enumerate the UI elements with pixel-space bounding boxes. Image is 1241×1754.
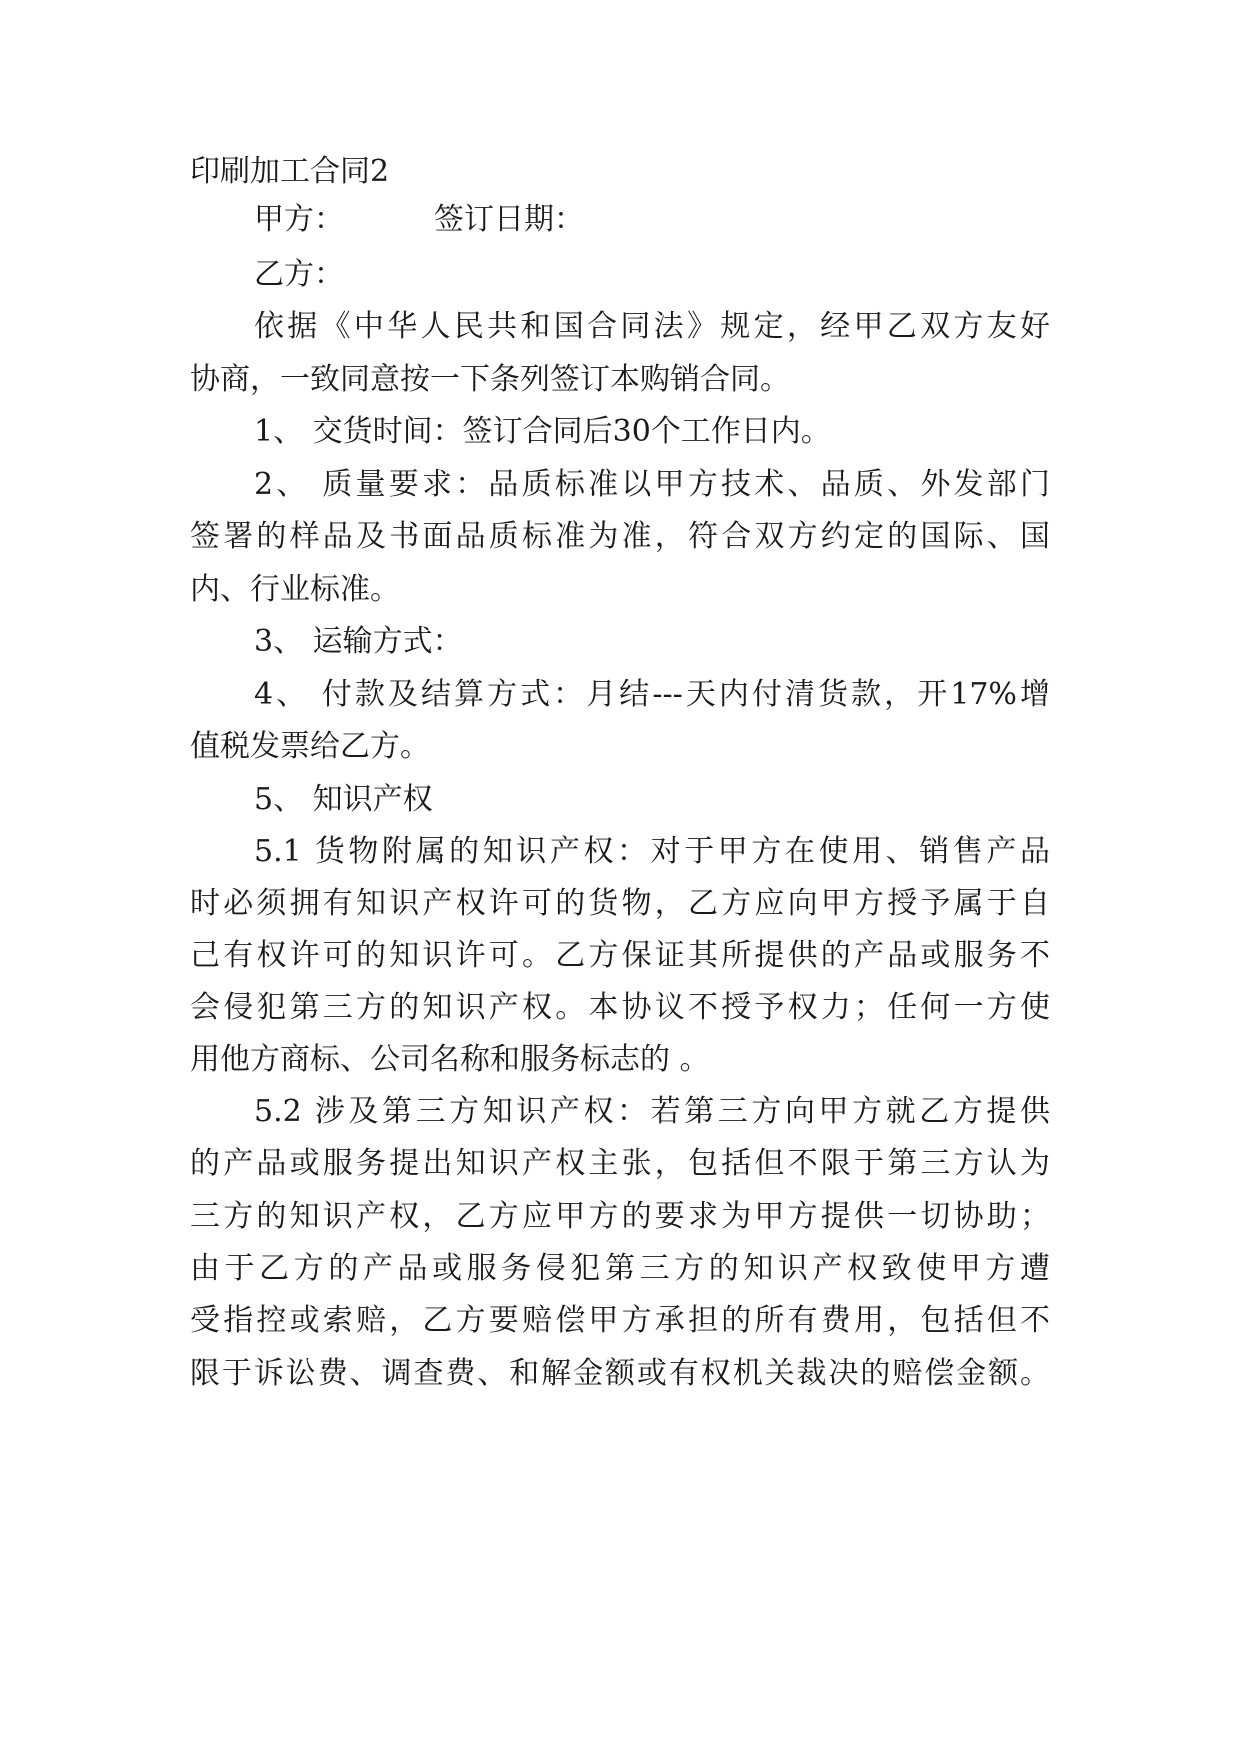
sign-date-label: 签订日期： [434,202,584,237]
body-line: 用他方商标、公司名称和服务标志的 。 [190,1042,710,1077]
body-line: 依据《中华人民共和国合同法》规定，经甲乙双方友好 [254,309,1050,344]
party-a-label: 甲方： [254,202,344,237]
body-line: 签署的样品及书面品质标准为准，符合双方约定的国际、国 [190,519,1050,554]
clause-line: 5.2 涉及第三方知识产权：若第三方向甲方就乙方提供 [254,1094,1050,1129]
clause-line: 5.1 货物附属的知识产权：对于甲方在使用、销售产品 [254,834,1050,869]
body-line: 时必须拥有知识产权许可的货物，乙方应向甲方授予属于自 [190,886,1050,921]
body-line: 受指控或索赔，乙方要赔偿甲方承担的所有费用，包括但不 [190,1303,1050,1338]
clause-line: 4、 付款及结算方式：月结---天内付清货款，开17%增 [254,677,1050,712]
body-line: 内、行业标准。 [190,572,400,607]
party-a-line [254,200,1050,240]
body-line: 限于诉讼费、调查费、和解金额或有权机关裁决的赔偿金额。 [190,1356,1050,1391]
body-line: 协商，一致同意按一下条列签订本购销合同。 [190,362,790,397]
body-line: 己有权许可的知识许可。乙方保证其所提供的产品或服务不 [190,938,1050,973]
clause-line: 2、 质量要求：品质标准以甲方技术、品质、外发部门 [254,467,1050,502]
party-b-label: 乙方： [254,257,344,292]
clause-line: 3、 运输方式： [254,624,463,659]
clause-line: 1、 交货时间：签订合同后30个工作日内。 [254,414,831,449]
body-line: 会侵犯第三方的知识产权。本协议不授予权力；任何一方使 [190,990,1050,1025]
document-title: 印刷加工合同2 [190,154,390,189]
body-line: 由于乙方的产品或服务侵犯第三方的知识产权致使甲方遭 [190,1251,1050,1286]
clause-line: 5、 知识产权 [254,782,433,817]
body-line: 的产品或服务提出知识产权主张，包括但不限于第三方认为 [190,1146,1050,1181]
body-line: 三方的知识产权，乙方应甲方的要求为甲方提供一切协助； [190,1199,1050,1234]
body-line: 值税发票给乙方。 [190,729,430,764]
